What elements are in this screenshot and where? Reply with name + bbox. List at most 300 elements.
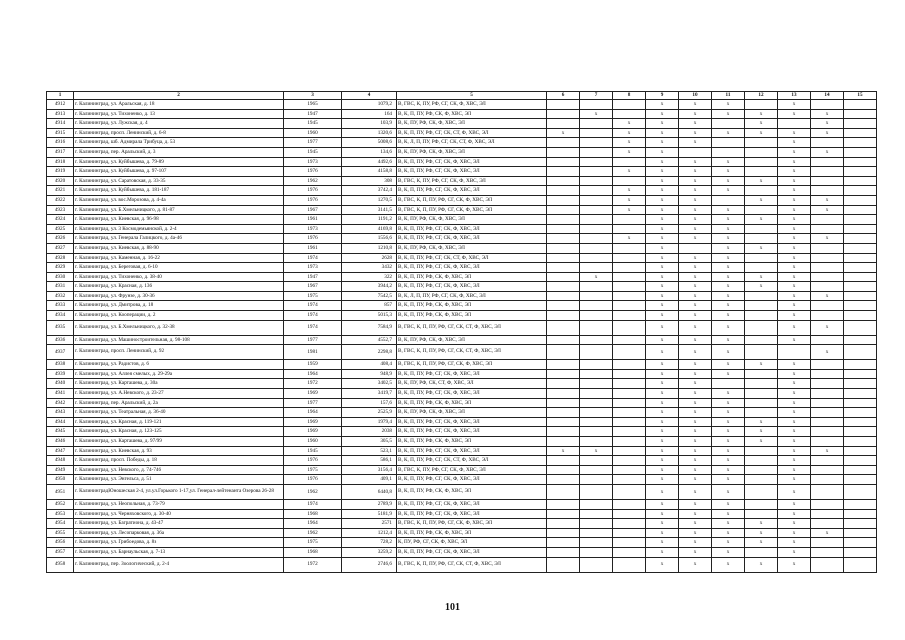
mark-cell bbox=[580, 167, 613, 177]
table-row bbox=[47, 369, 877, 379]
row-number-cell: 4957 bbox=[47, 547, 74, 557]
mark-cell bbox=[613, 311, 646, 321]
year-cell: 1976 bbox=[284, 234, 342, 244]
mark-cell: x bbox=[646, 345, 679, 360]
mark-cell: x bbox=[745, 538, 778, 548]
mark-cell bbox=[547, 291, 580, 301]
mark-cell bbox=[745, 224, 778, 234]
services-cell: В, К, ПУ, РФ, СК, Ф, ХВС, ЭЛ bbox=[397, 147, 547, 157]
mark-cell bbox=[745, 408, 778, 418]
mark-cell: x bbox=[778, 176, 811, 186]
table-row bbox=[47, 205, 877, 215]
mark-cell: x bbox=[712, 100, 745, 110]
mark-cell: x bbox=[679, 427, 712, 437]
mark-cell bbox=[811, 138, 844, 148]
mark-cell bbox=[844, 437, 877, 447]
services-cell: В, К, П, ПУ, РФ, СГ, СК, Ф, ХВС, ЭЛ bbox=[397, 157, 547, 167]
mark-cell: x bbox=[778, 499, 811, 509]
mark-cell: x bbox=[778, 195, 811, 205]
mark-cell bbox=[844, 427, 877, 437]
mark-cell bbox=[613, 509, 646, 519]
mark-cell bbox=[844, 398, 877, 408]
year-cell: 1964 bbox=[284, 369, 342, 379]
year-cell: 1975 bbox=[284, 465, 342, 475]
area-cell: 948,9 bbox=[342, 369, 397, 379]
year-cell: 1975 bbox=[284, 538, 342, 548]
mark-cell: x bbox=[778, 282, 811, 292]
mark-cell: x bbox=[580, 272, 613, 282]
mark-cell: x bbox=[745, 557, 778, 572]
mark-cell bbox=[844, 484, 877, 499]
mark-cell: x bbox=[778, 138, 811, 148]
mark-cell bbox=[580, 389, 613, 399]
mark-cell bbox=[547, 282, 580, 292]
mark-cell: x bbox=[778, 186, 811, 196]
mark-cell bbox=[547, 215, 580, 225]
mark-cell bbox=[547, 320, 580, 335]
mark-cell: x bbox=[646, 195, 679, 205]
mark-cell: x bbox=[811, 446, 844, 456]
year-cell: 1964 bbox=[284, 519, 342, 529]
row-number-cell: 4949 bbox=[47, 465, 74, 475]
services-cell: В, ГВС, К, П, ПУ, РФ, СГ, СК, Ф, ХВС, ЭЛ bbox=[397, 205, 547, 215]
mark-cell bbox=[844, 360, 877, 370]
mark-cell bbox=[844, 157, 877, 167]
address-cell: г. Калининград, просп. Ленинский, д. 92 bbox=[74, 345, 284, 360]
services-cell: В, К, П, ПУ, РФ, СГ, СК, Ф, ХВС, ЭЛ bbox=[397, 417, 547, 427]
mark-cell: x bbox=[811, 109, 844, 119]
row-number-cell: 4919 bbox=[47, 167, 74, 177]
mark-cell: x bbox=[679, 224, 712, 234]
mark-cell bbox=[547, 369, 580, 379]
area-cell: 1320,6 bbox=[342, 128, 397, 138]
table-row bbox=[47, 417, 877, 427]
services-cell: В, К, П, ПУ, РФ, СГ, СК, Ф, ХВС, ЭЛ bbox=[397, 427, 547, 437]
table-row bbox=[47, 301, 877, 311]
year-cell: 1968 bbox=[284, 547, 342, 557]
row-number-cell: 4920 bbox=[47, 176, 74, 186]
mark-cell bbox=[811, 519, 844, 529]
row-number-cell: 4956 bbox=[47, 538, 74, 548]
mark-cell bbox=[580, 157, 613, 167]
address-cell: г. Калининград, ул. Грибоедова, д. 8з bbox=[74, 538, 284, 548]
row-number-cell: 4927 bbox=[47, 243, 74, 253]
area-cell: 2789,9 bbox=[342, 499, 397, 509]
year-cell: 1976 bbox=[284, 195, 342, 205]
column-header: 3 bbox=[284, 92, 342, 100]
mark-cell: x bbox=[778, 205, 811, 215]
address-cell: г. Калининград, ул. Фрунзе, д. 30-36 bbox=[74, 291, 284, 301]
table-row bbox=[47, 263, 877, 273]
mark-cell: x bbox=[778, 475, 811, 485]
mark-cell bbox=[844, 215, 877, 225]
mark-cell bbox=[745, 335, 778, 345]
table-row bbox=[47, 224, 877, 234]
mark-cell bbox=[547, 456, 580, 466]
mark-cell bbox=[613, 263, 646, 273]
mark-cell bbox=[547, 167, 580, 177]
mark-cell: x bbox=[778, 335, 811, 345]
mark-cell: x bbox=[778, 301, 811, 311]
mark-cell bbox=[844, 176, 877, 186]
mark-cell: x bbox=[580, 446, 613, 456]
mark-cell bbox=[547, 547, 580, 557]
mark-cell bbox=[613, 528, 646, 538]
mark-cell bbox=[745, 167, 778, 177]
mark-cell bbox=[547, 398, 580, 408]
table-row bbox=[47, 243, 877, 253]
mark-cell bbox=[745, 186, 778, 196]
mark-cell bbox=[811, 301, 844, 311]
mark-cell: x bbox=[646, 320, 679, 335]
area-cell: 728,2 bbox=[342, 538, 397, 548]
mark-cell bbox=[844, 186, 877, 196]
row-number-cell: 4915 bbox=[47, 128, 74, 138]
mark-cell: x bbox=[712, 215, 745, 225]
row-number-cell: 4941 bbox=[47, 389, 74, 399]
mark-cell bbox=[547, 484, 580, 499]
mark-cell: x bbox=[679, 234, 712, 244]
mark-cell bbox=[811, 408, 844, 418]
row-number-cell: 4926 bbox=[47, 234, 74, 244]
row-number-cell: 4938 bbox=[47, 360, 74, 370]
mark-cell: x bbox=[646, 379, 679, 389]
mark-cell: x bbox=[679, 311, 712, 321]
mark-cell bbox=[547, 465, 580, 475]
mark-cell bbox=[844, 301, 877, 311]
mark-cell bbox=[613, 301, 646, 311]
services-cell: В, К, П, ПУ, РФ, СГ, СК, Ф, ХВС, ЭЛ bbox=[397, 167, 547, 177]
mark-cell bbox=[613, 176, 646, 186]
services-cell: В, К, П, ПУ, РФ, СГ, СК, Ф, ХВС, ЭЛ bbox=[397, 282, 547, 292]
mark-cell: x bbox=[712, 263, 745, 273]
year-cell: 1960 bbox=[284, 128, 342, 138]
year-cell: 1969 bbox=[284, 417, 342, 427]
mark-cell: x bbox=[811, 128, 844, 138]
mark-cell: x bbox=[778, 557, 811, 572]
mark-cell bbox=[547, 186, 580, 196]
mark-cell: x bbox=[679, 253, 712, 263]
mark-cell bbox=[844, 100, 877, 110]
mark-cell: x bbox=[712, 282, 745, 292]
area-cell: 1079,2 bbox=[342, 100, 397, 110]
table-row bbox=[47, 484, 877, 499]
services-cell: В, К, ПУ, РФ, СК, СТ, Ф, ХВС, ЭЛ bbox=[397, 379, 547, 389]
mark-cell bbox=[580, 205, 613, 215]
mark-cell: x bbox=[679, 282, 712, 292]
mark-cell bbox=[580, 186, 613, 196]
area-cell: 134,6 bbox=[342, 147, 397, 157]
mark-cell bbox=[745, 291, 778, 301]
mark-cell: x bbox=[712, 446, 745, 456]
mark-cell: x bbox=[679, 138, 712, 148]
column-header: 14 bbox=[811, 92, 844, 100]
mark-cell: x bbox=[646, 369, 679, 379]
row-number-cell: 4916 bbox=[47, 138, 74, 148]
year-cell: 1973 bbox=[284, 157, 342, 167]
year-cell: 1959 bbox=[284, 360, 342, 370]
mark-cell bbox=[844, 509, 877, 519]
mark-cell bbox=[580, 484, 613, 499]
area-cell: 7542,5 bbox=[342, 291, 397, 301]
housing-register-table bbox=[46, 91, 877, 573]
address-cell: г. Калининград, ул. Куйбышева, д. 181-187 bbox=[74, 186, 284, 196]
mark-cell bbox=[547, 557, 580, 572]
mark-cell bbox=[580, 379, 613, 389]
mark-cell bbox=[844, 253, 877, 263]
table-row bbox=[47, 379, 877, 389]
mark-cell: x bbox=[580, 109, 613, 119]
area-cell: 4492,6 bbox=[342, 157, 397, 167]
mark-cell bbox=[844, 446, 877, 456]
area-cell: 322 bbox=[342, 272, 397, 282]
mark-cell: x bbox=[778, 465, 811, 475]
year-cell: 1977 bbox=[284, 398, 342, 408]
column-header: 15 bbox=[844, 92, 877, 100]
mark-cell bbox=[613, 389, 646, 399]
mark-cell: x bbox=[712, 320, 745, 335]
year-cell: 1976 bbox=[284, 475, 342, 485]
mark-cell bbox=[811, 263, 844, 273]
services-cell: В, К, П, ПУ, РФ, СГ, СК, СТ, Ф, ХВС, ЭЛ bbox=[397, 456, 547, 466]
services-cell: В, К, Л, П, ПУ, РФ, СГ, СК, Ф, ХВС, ЭЛ bbox=[397, 291, 547, 301]
mark-cell bbox=[580, 475, 613, 485]
mark-cell bbox=[613, 499, 646, 509]
mark-cell: x bbox=[646, 157, 679, 167]
mark-cell: x bbox=[745, 272, 778, 282]
mark-cell bbox=[547, 119, 580, 129]
mark-cell: x bbox=[778, 167, 811, 177]
mark-cell: x bbox=[679, 475, 712, 485]
address-cell: г. Калининград, ул. Тихоненко, д. 13 bbox=[74, 109, 284, 119]
mark-cell bbox=[844, 224, 877, 234]
mark-cell bbox=[844, 417, 877, 427]
mark-cell bbox=[547, 360, 580, 370]
mark-cell bbox=[745, 320, 778, 335]
mark-cell bbox=[613, 427, 646, 437]
mark-cell: x bbox=[646, 205, 679, 215]
row-number-cell: 4948 bbox=[47, 456, 74, 466]
services-cell: В, ГВС, К, П, ПУ, РФ, СГ, СК, СТ, Ф, ХВС, ЭЛ bbox=[397, 345, 547, 360]
mark-cell: x bbox=[613, 128, 646, 138]
area-cell: 308 bbox=[342, 176, 397, 186]
mark-cell: x bbox=[778, 437, 811, 447]
mark-cell: x bbox=[679, 167, 712, 177]
address-cell: г. Калининград, ул. Лесопарковая, д. 36а bbox=[74, 528, 284, 538]
mark-cell bbox=[811, 465, 844, 475]
mark-cell bbox=[844, 234, 877, 244]
mark-cell bbox=[745, 465, 778, 475]
year-cell: 1976 bbox=[284, 186, 342, 196]
mark-cell bbox=[547, 335, 580, 345]
mark-cell bbox=[580, 335, 613, 345]
mark-cell: x bbox=[778, 528, 811, 538]
area-cell: 4158,8 bbox=[342, 167, 397, 177]
mark-cell: x bbox=[778, 100, 811, 110]
mark-cell: x bbox=[679, 398, 712, 408]
address-cell: г. Калининград, ул. А.Невского, д. 23-27 bbox=[74, 389, 284, 399]
mark-cell: x bbox=[646, 437, 679, 447]
mark-cell bbox=[844, 263, 877, 273]
table-row bbox=[47, 360, 877, 370]
mark-cell: x bbox=[679, 215, 712, 225]
year-cell: 1974 bbox=[284, 301, 342, 311]
mark-cell bbox=[679, 243, 712, 253]
address-cell: г. Калининград, ул. Энгельса, д. 51 bbox=[74, 475, 284, 485]
mark-cell: x bbox=[547, 128, 580, 138]
table-row bbox=[47, 282, 877, 292]
column-header: 1 bbox=[47, 92, 74, 100]
mark-cell bbox=[811, 272, 844, 282]
mark-cell: x bbox=[712, 509, 745, 519]
mark-cell bbox=[811, 557, 844, 572]
area-cell: 857 bbox=[342, 301, 397, 311]
year-cell: 1947 bbox=[284, 272, 342, 282]
table-row bbox=[47, 499, 877, 509]
table-row bbox=[47, 427, 877, 437]
services-cell: В, ГВС, К, П, ПУ, РФ, СГ, СК, СТ, Ф, ХВС, ЭЛ bbox=[397, 557, 547, 572]
mark-cell: x bbox=[646, 408, 679, 418]
table-row bbox=[47, 215, 877, 225]
area-cell: 305,5 bbox=[342, 437, 397, 447]
table-row bbox=[47, 128, 877, 138]
mark-cell: x bbox=[646, 176, 679, 186]
area-cell: 5008,6 bbox=[342, 138, 397, 148]
mark-cell: x bbox=[679, 519, 712, 529]
area-cell: 164 bbox=[342, 109, 397, 119]
table-row bbox=[47, 167, 877, 177]
services-cell: В, К, П, ПУ, РФ, СГ, СК, Ф, ХВС, ЭЛ bbox=[397, 499, 547, 509]
mark-cell bbox=[547, 408, 580, 418]
services-cell: В, ГВС, К, П, ПУ, РФ, СГ, СК, Ф, ХВС, ЭЛ bbox=[397, 519, 547, 529]
services-cell: В, К, П, ПУ, РФ, СГ, СК, Ф, ХВС, ЭЛ bbox=[397, 224, 547, 234]
row-number-cell: 4933 bbox=[47, 301, 74, 311]
address-cell: г. Калининград, ул. Киевская, д. 96-98 bbox=[74, 215, 284, 225]
mark-cell: x bbox=[712, 538, 745, 548]
mark-cell: x bbox=[646, 465, 679, 475]
mark-cell: x bbox=[679, 547, 712, 557]
row-number-cell: 4953 bbox=[47, 509, 74, 519]
address-cell: г. Калининград, ул. Генерала Галицкого, д. 4а-46 bbox=[74, 234, 284, 244]
services-cell: В, К, П, ПУ, РФ, СГ, СК, Ф, ХВС, ЭЛ bbox=[397, 389, 547, 399]
mark-cell: x bbox=[679, 176, 712, 186]
mark-cell: x bbox=[646, 456, 679, 466]
address-cell: г. Калининград, ул. Тихоненко, д. 38-40 bbox=[74, 272, 284, 282]
mark-cell bbox=[580, 320, 613, 335]
row-number-cell: 4912 bbox=[47, 100, 74, 110]
mark-cell bbox=[745, 369, 778, 379]
mark-cell: x bbox=[778, 538, 811, 548]
mark-cell: x bbox=[679, 509, 712, 519]
mark-cell: x bbox=[646, 128, 679, 138]
row-number-cell: 4928 bbox=[47, 253, 74, 263]
mark-cell: x bbox=[679, 301, 712, 311]
mark-cell: x bbox=[778, 128, 811, 138]
services-cell: В, К, П, ПУ, РФ, СК, Ф, ХВС, ЭЛ bbox=[397, 437, 547, 447]
mark-cell bbox=[580, 253, 613, 263]
mark-cell: x bbox=[679, 408, 712, 418]
mark-cell: x bbox=[679, 100, 712, 110]
mark-cell bbox=[811, 360, 844, 370]
mark-cell bbox=[580, 509, 613, 519]
mark-cell: x bbox=[613, 195, 646, 205]
mark-cell: x bbox=[778, 263, 811, 273]
mark-cell: x bbox=[811, 147, 844, 157]
mark-cell bbox=[547, 519, 580, 529]
mark-cell: x bbox=[712, 253, 745, 263]
year-cell: 1972 bbox=[284, 379, 342, 389]
table-row bbox=[47, 456, 877, 466]
mark-cell bbox=[580, 360, 613, 370]
mark-cell: x bbox=[646, 263, 679, 273]
mark-cell: x bbox=[811, 234, 844, 244]
mark-cell: x bbox=[778, 519, 811, 529]
mark-cell: x bbox=[646, 427, 679, 437]
mark-cell: x bbox=[679, 538, 712, 548]
mark-cell: x bbox=[679, 157, 712, 167]
mark-cell: x bbox=[679, 119, 712, 129]
mark-cell: x bbox=[679, 345, 712, 360]
mark-cell bbox=[844, 167, 877, 177]
mark-cell bbox=[580, 291, 613, 301]
row-number-cell: 4917 bbox=[47, 147, 74, 157]
address-cell: г. Калининград, просп. Победы, д. 18 bbox=[74, 456, 284, 466]
table-row bbox=[47, 475, 877, 485]
table-row bbox=[47, 119, 877, 129]
mark-cell bbox=[844, 335, 877, 345]
mark-cell: x bbox=[646, 215, 679, 225]
mark-cell bbox=[613, 547, 646, 557]
mark-cell bbox=[547, 224, 580, 234]
year-cell: 1973 bbox=[284, 263, 342, 273]
mark-cell: x bbox=[712, 437, 745, 447]
table-row bbox=[47, 291, 877, 301]
mark-cell bbox=[547, 195, 580, 205]
column-header: 9 bbox=[646, 92, 679, 100]
mark-cell bbox=[613, 417, 646, 427]
address-cell: г. Калининград, ул. Кооперации, д. 2 bbox=[74, 311, 284, 321]
services-cell: В, К, П, ПУ, РФ, СК, Ф, ХВС, ЭЛ bbox=[397, 311, 547, 321]
column-header: 13 bbox=[778, 92, 811, 100]
mark-cell bbox=[580, 176, 613, 186]
mark-cell: x bbox=[547, 446, 580, 456]
year-cell: 1977 bbox=[284, 138, 342, 148]
address-cell: г. Калининград, ул. Карташева, д. 97/99 bbox=[74, 437, 284, 447]
mark-cell: x bbox=[778, 398, 811, 408]
mark-cell: x bbox=[712, 272, 745, 282]
year-cell: 1976 bbox=[284, 167, 342, 177]
services-cell: В, ГВС, К, ПУ, РФ, СГ, СК, Ф, ХВС, ЭЛ bbox=[397, 100, 547, 110]
services-cell: В, К, ПУ, РФ, СК, Ф, ХВС, ЭЛ bbox=[397, 119, 547, 129]
mark-cell: x bbox=[679, 456, 712, 466]
mark-cell: x bbox=[613, 119, 646, 129]
mark-cell bbox=[580, 311, 613, 321]
mark-cell: x bbox=[778, 109, 811, 119]
area-cell: 3432 bbox=[342, 263, 397, 273]
mark-cell bbox=[547, 205, 580, 215]
mark-cell: x bbox=[646, 528, 679, 538]
mark-cell bbox=[778, 119, 811, 129]
mark-cell bbox=[547, 243, 580, 253]
area-cell: 3742,4 bbox=[342, 186, 397, 196]
services-cell: В, К, П, ПУ, РФ, СК, Ф, ХВС, ЭЛ bbox=[397, 398, 547, 408]
mark-cell: x bbox=[811, 320, 844, 335]
row-number-cell: 4925 bbox=[47, 224, 74, 234]
mark-cell bbox=[613, 282, 646, 292]
mark-cell bbox=[580, 345, 613, 360]
mark-cell bbox=[844, 138, 877, 148]
area-cell: 586,1 bbox=[342, 456, 397, 466]
